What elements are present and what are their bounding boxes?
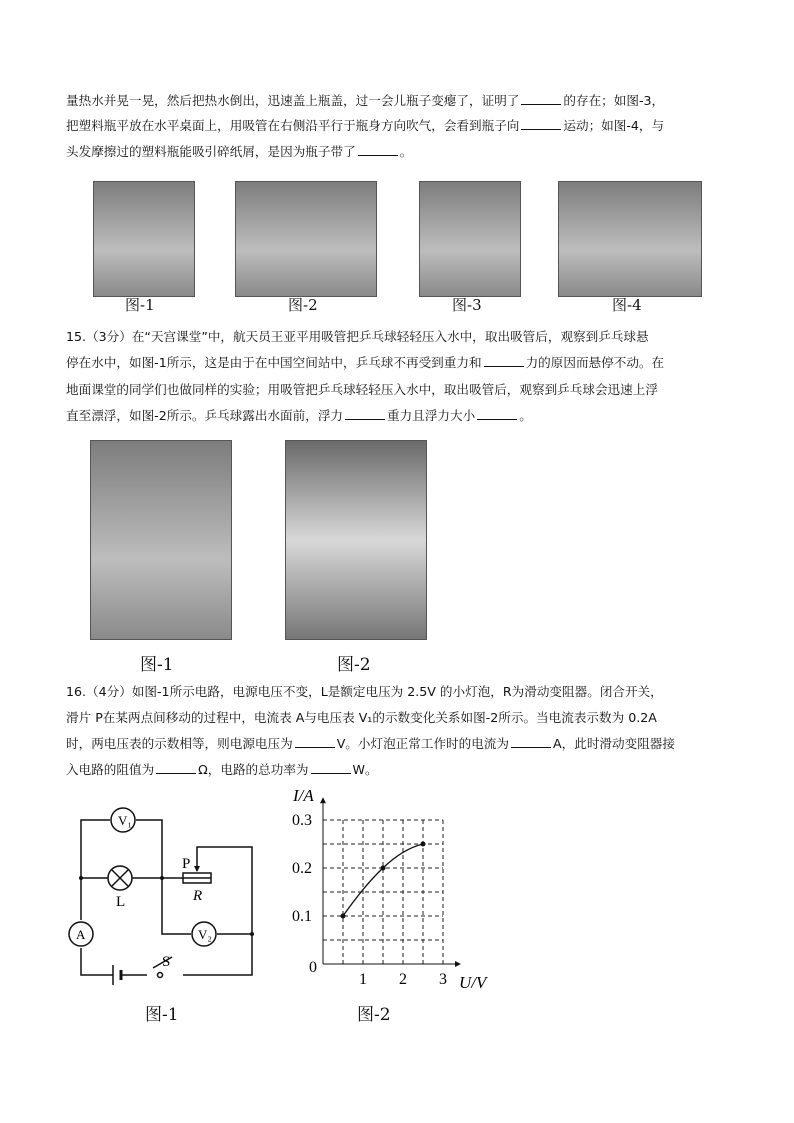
caption: 图-4 xyxy=(612,296,642,314)
text: 地面课堂的同学们也做同样的实验；用吸管把乒乓球轻轻压入水中，取出吸管后，观察到乒乓球会迅速上浮 xyxy=(66,382,658,397)
x-tick-label: 3 xyxy=(439,971,447,988)
text: W。 xyxy=(352,762,378,777)
text: 头发摩擦过的塑料瓶能吸引碎纸屑，是因为瓶子带了 xyxy=(66,144,356,159)
x-tick-label: 1 xyxy=(359,971,367,988)
text: A，此时滑动变阻器接 xyxy=(553,736,675,751)
text: 直至漂浮，如图-2所示。乒乓球露出水面前，浮力 xyxy=(66,408,344,423)
l-label: L xyxy=(116,894,126,910)
origin-label: 0 xyxy=(309,959,317,976)
caption: 图-2 xyxy=(288,296,318,314)
caption: 图-1 xyxy=(140,655,174,675)
text: 。 xyxy=(399,144,413,159)
caption: 图-1 xyxy=(125,296,155,314)
v2-label: V₂ xyxy=(198,927,212,942)
y-tick-label: 0.1 xyxy=(292,908,312,925)
text: 运动；如图-4，与 xyxy=(563,118,665,133)
iu-chart xyxy=(292,786,489,992)
caption: 图-3 xyxy=(452,296,482,314)
text: 16.（4分）如图-1所示电路，电源电压不变，L是额定电压为 2.5V 的小灯泡，R为滑动变阻器。闭合开关， xyxy=(66,684,663,699)
caption: 图-2 xyxy=(337,655,371,675)
text: 力的原因而悬停不动。在 xyxy=(525,355,665,370)
a-label: A xyxy=(76,927,86,942)
text: 把塑料瓶平放在水平桌面上，用吸管在右侧沿平行于瓶身方向吹气，会看到瓶子向 xyxy=(66,118,520,133)
text: 。 xyxy=(519,408,532,423)
y-tick-label: 0.2 xyxy=(292,860,312,877)
text: Ω，电路的总功率为 xyxy=(198,762,309,777)
text: 停在水中，如图-1所示，这是由于在中国空间站中，乒乓球不再受到重力和 xyxy=(66,355,482,370)
text: 时，两电压表的示数相等，则电源电压为 xyxy=(66,736,293,751)
x-axis-label: U/V xyxy=(459,973,487,992)
x-tick-label: 2 xyxy=(399,971,407,988)
r-label: R xyxy=(193,888,203,904)
s-label: S xyxy=(162,954,171,970)
y-axis-label: I/A xyxy=(293,786,314,806)
p-label: P xyxy=(182,856,191,872)
text: V。小灯泡正常工作时的电流为 xyxy=(336,736,510,751)
v1-label: V₁ xyxy=(118,813,132,828)
data-point xyxy=(381,866,386,871)
caption: 图-2 xyxy=(357,1005,391,1025)
text: 15.（3分）在“天宫课堂”中，航天员王亚平用吸管把乒乓球轻轻压入水中，取出吸管后，观察到乒乓球悬 xyxy=(66,329,649,344)
text: 滑片 P在某两点间移动的过程中，电流表 A与电压表 V₁的示数变化关系如图-2所示。当电流表示数为 0.2A xyxy=(66,710,657,725)
x-arrow xyxy=(455,961,461,967)
y-tick-label: 0.3 xyxy=(292,812,312,829)
data-point xyxy=(341,914,346,919)
data-point xyxy=(421,842,426,847)
y-arrow xyxy=(320,797,326,803)
text: 入电路的阻值为 xyxy=(66,762,155,777)
caption: 图-1 xyxy=(145,1005,179,1025)
text: 的存在；如图-3， xyxy=(563,93,665,108)
text: 重力且浮力大小 xyxy=(387,408,476,423)
text: 量热水并晃一晃，然后把热水倒出，迅速盖上瓶盖，过一会儿瓶子变瘪了，证明了 xyxy=(66,93,520,108)
